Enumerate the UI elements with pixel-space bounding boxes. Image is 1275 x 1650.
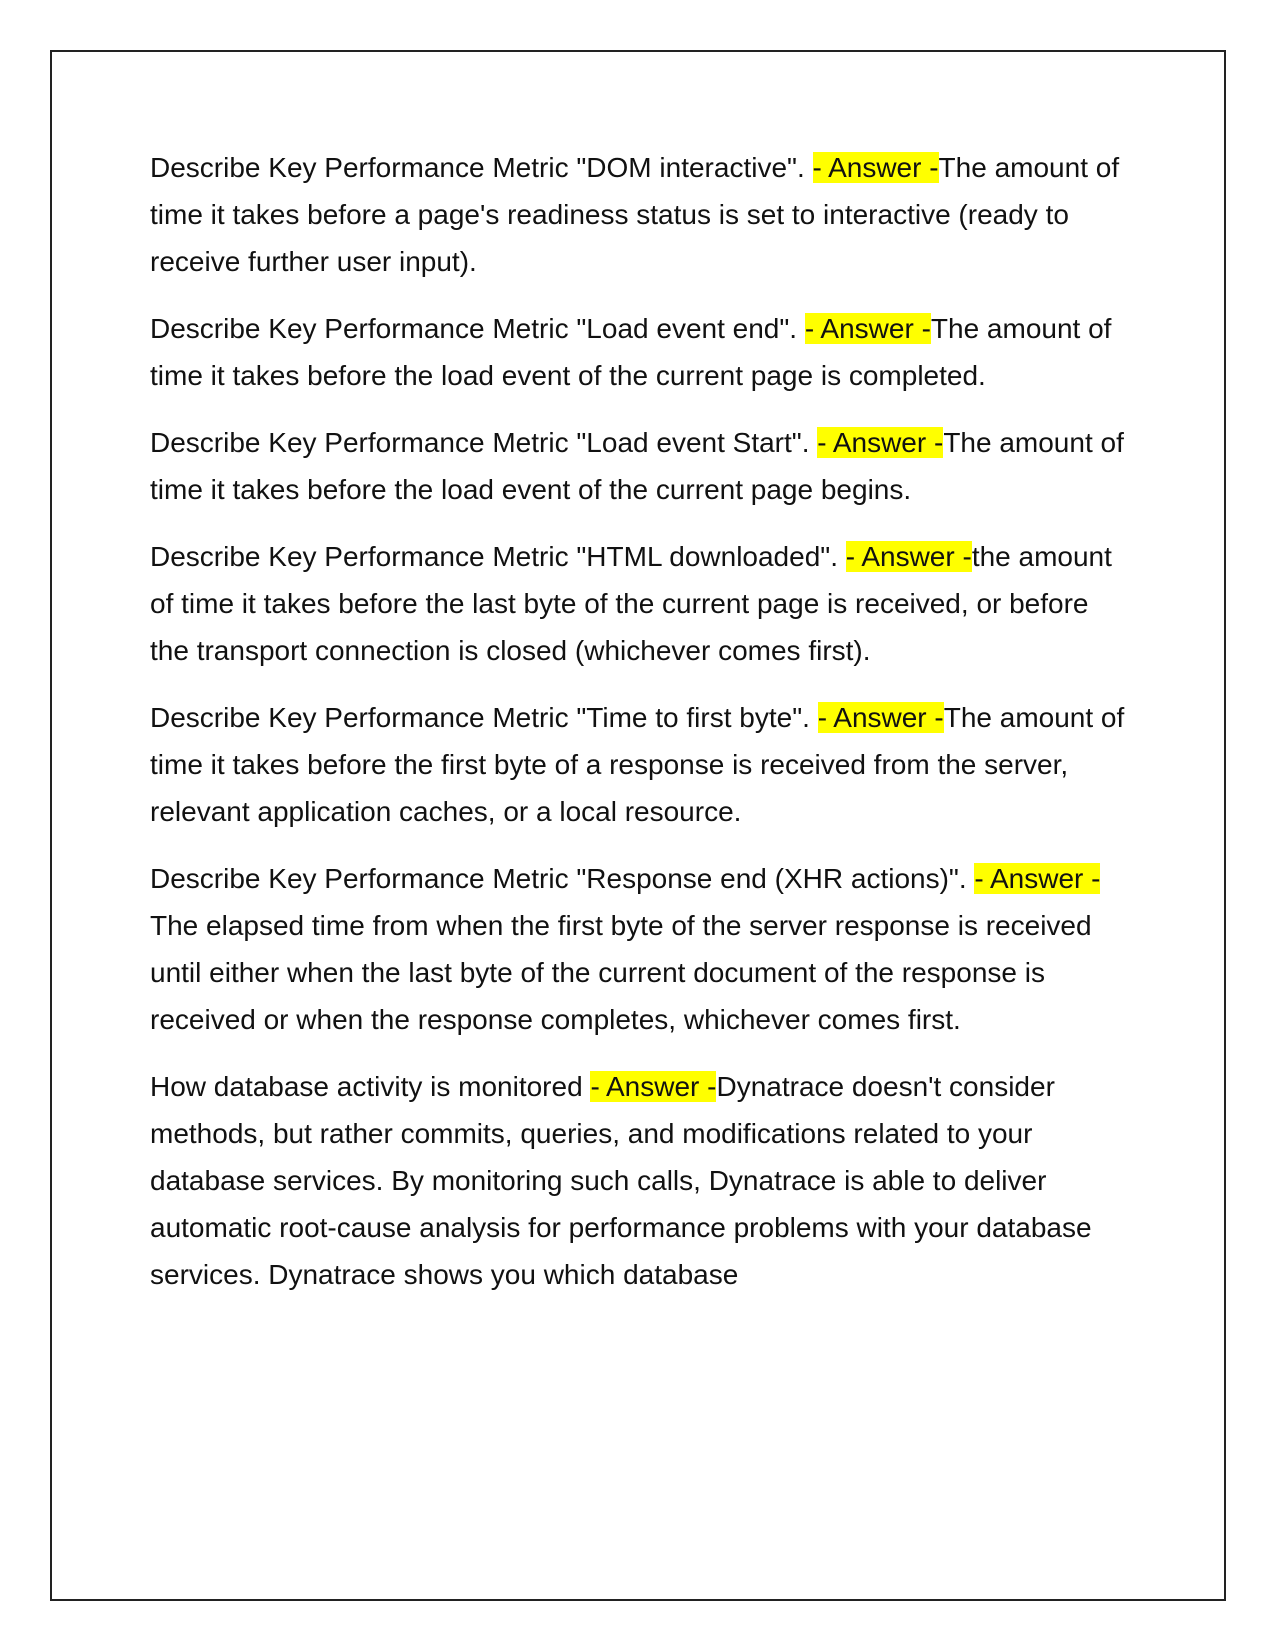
answer-text: the amount of time it takes before the last byte of the current page is received, or before the transport connection is closed (whichever comes first). (150, 541, 1112, 666)
answer-text: The amount of time it takes before a page's readiness status is set to interactive (ready to receive further user input). (150, 152, 1120, 277)
question-text: How database activity is monitored (150, 1071, 591, 1102)
answer-marker: - Answer - (812, 152, 939, 183)
qa-entry-dom-interactive (150, 144, 1130, 285)
answer-text: The amount of time it takes before the load event of the current page is completed. (150, 313, 1112, 391)
answer-text: Dynatrace doesn't consider methods, but rather commits, queries, and modifications related to your database services. By monitoring such calls, Dynatrace is able to deliver automatic root-cause analysis for performance problems with your database services. Dynatrace shows you which database (150, 1071, 1092, 1290)
question-text: Describe Key Performance Metric "HTML downloaded". (150, 541, 846, 572)
answer-text: The amount of time it takes before the load event of the current page begins. (150, 427, 1124, 505)
answer-text: The elapsed time from when the first byte of the server response is received until either when the last byte of the current document of the response is received or when the response completes, whichever comes first. (150, 910, 1092, 1035)
question-text: Describe Key Performance Metric "DOM interactive". (150, 152, 813, 183)
question-text: Describe Key Performance Metric "Load event Start". (150, 427, 818, 458)
question-text: Describe Key Performance Metric "Time to first byte". (150, 702, 818, 733)
qa-entry-html-downloaded (150, 533, 1130, 674)
answer-marker: - Answer - (590, 1071, 717, 1102)
answer-marker: - Answer - (845, 541, 972, 572)
answer-marker: - Answer - (817, 427, 944, 458)
question-text: Describe Key Performance Metric "Response end (XHR actions)". (150, 863, 975, 894)
answer-marker: - Answer - (817, 702, 944, 733)
qa-entry-time-to-first-byte (150, 694, 1130, 835)
qa-entry-response-end (150, 855, 1130, 1043)
question-text: Describe Key Performance Metric "Load event end". (150, 313, 805, 344)
qa-entry-database-activity (150, 1063, 1130, 1298)
document-body (150, 144, 1130, 1318)
qa-entry-load-event-start (150, 419, 1130, 513)
answer-marker: - Answer - (974, 863, 1101, 894)
qa-entry-load-event-end (150, 305, 1130, 399)
answer-marker: - Answer - (804, 313, 931, 344)
answer-text: The amount of time it takes before the first byte of a response is received from the server, relevant application caches, or a local resource. (150, 702, 1125, 827)
